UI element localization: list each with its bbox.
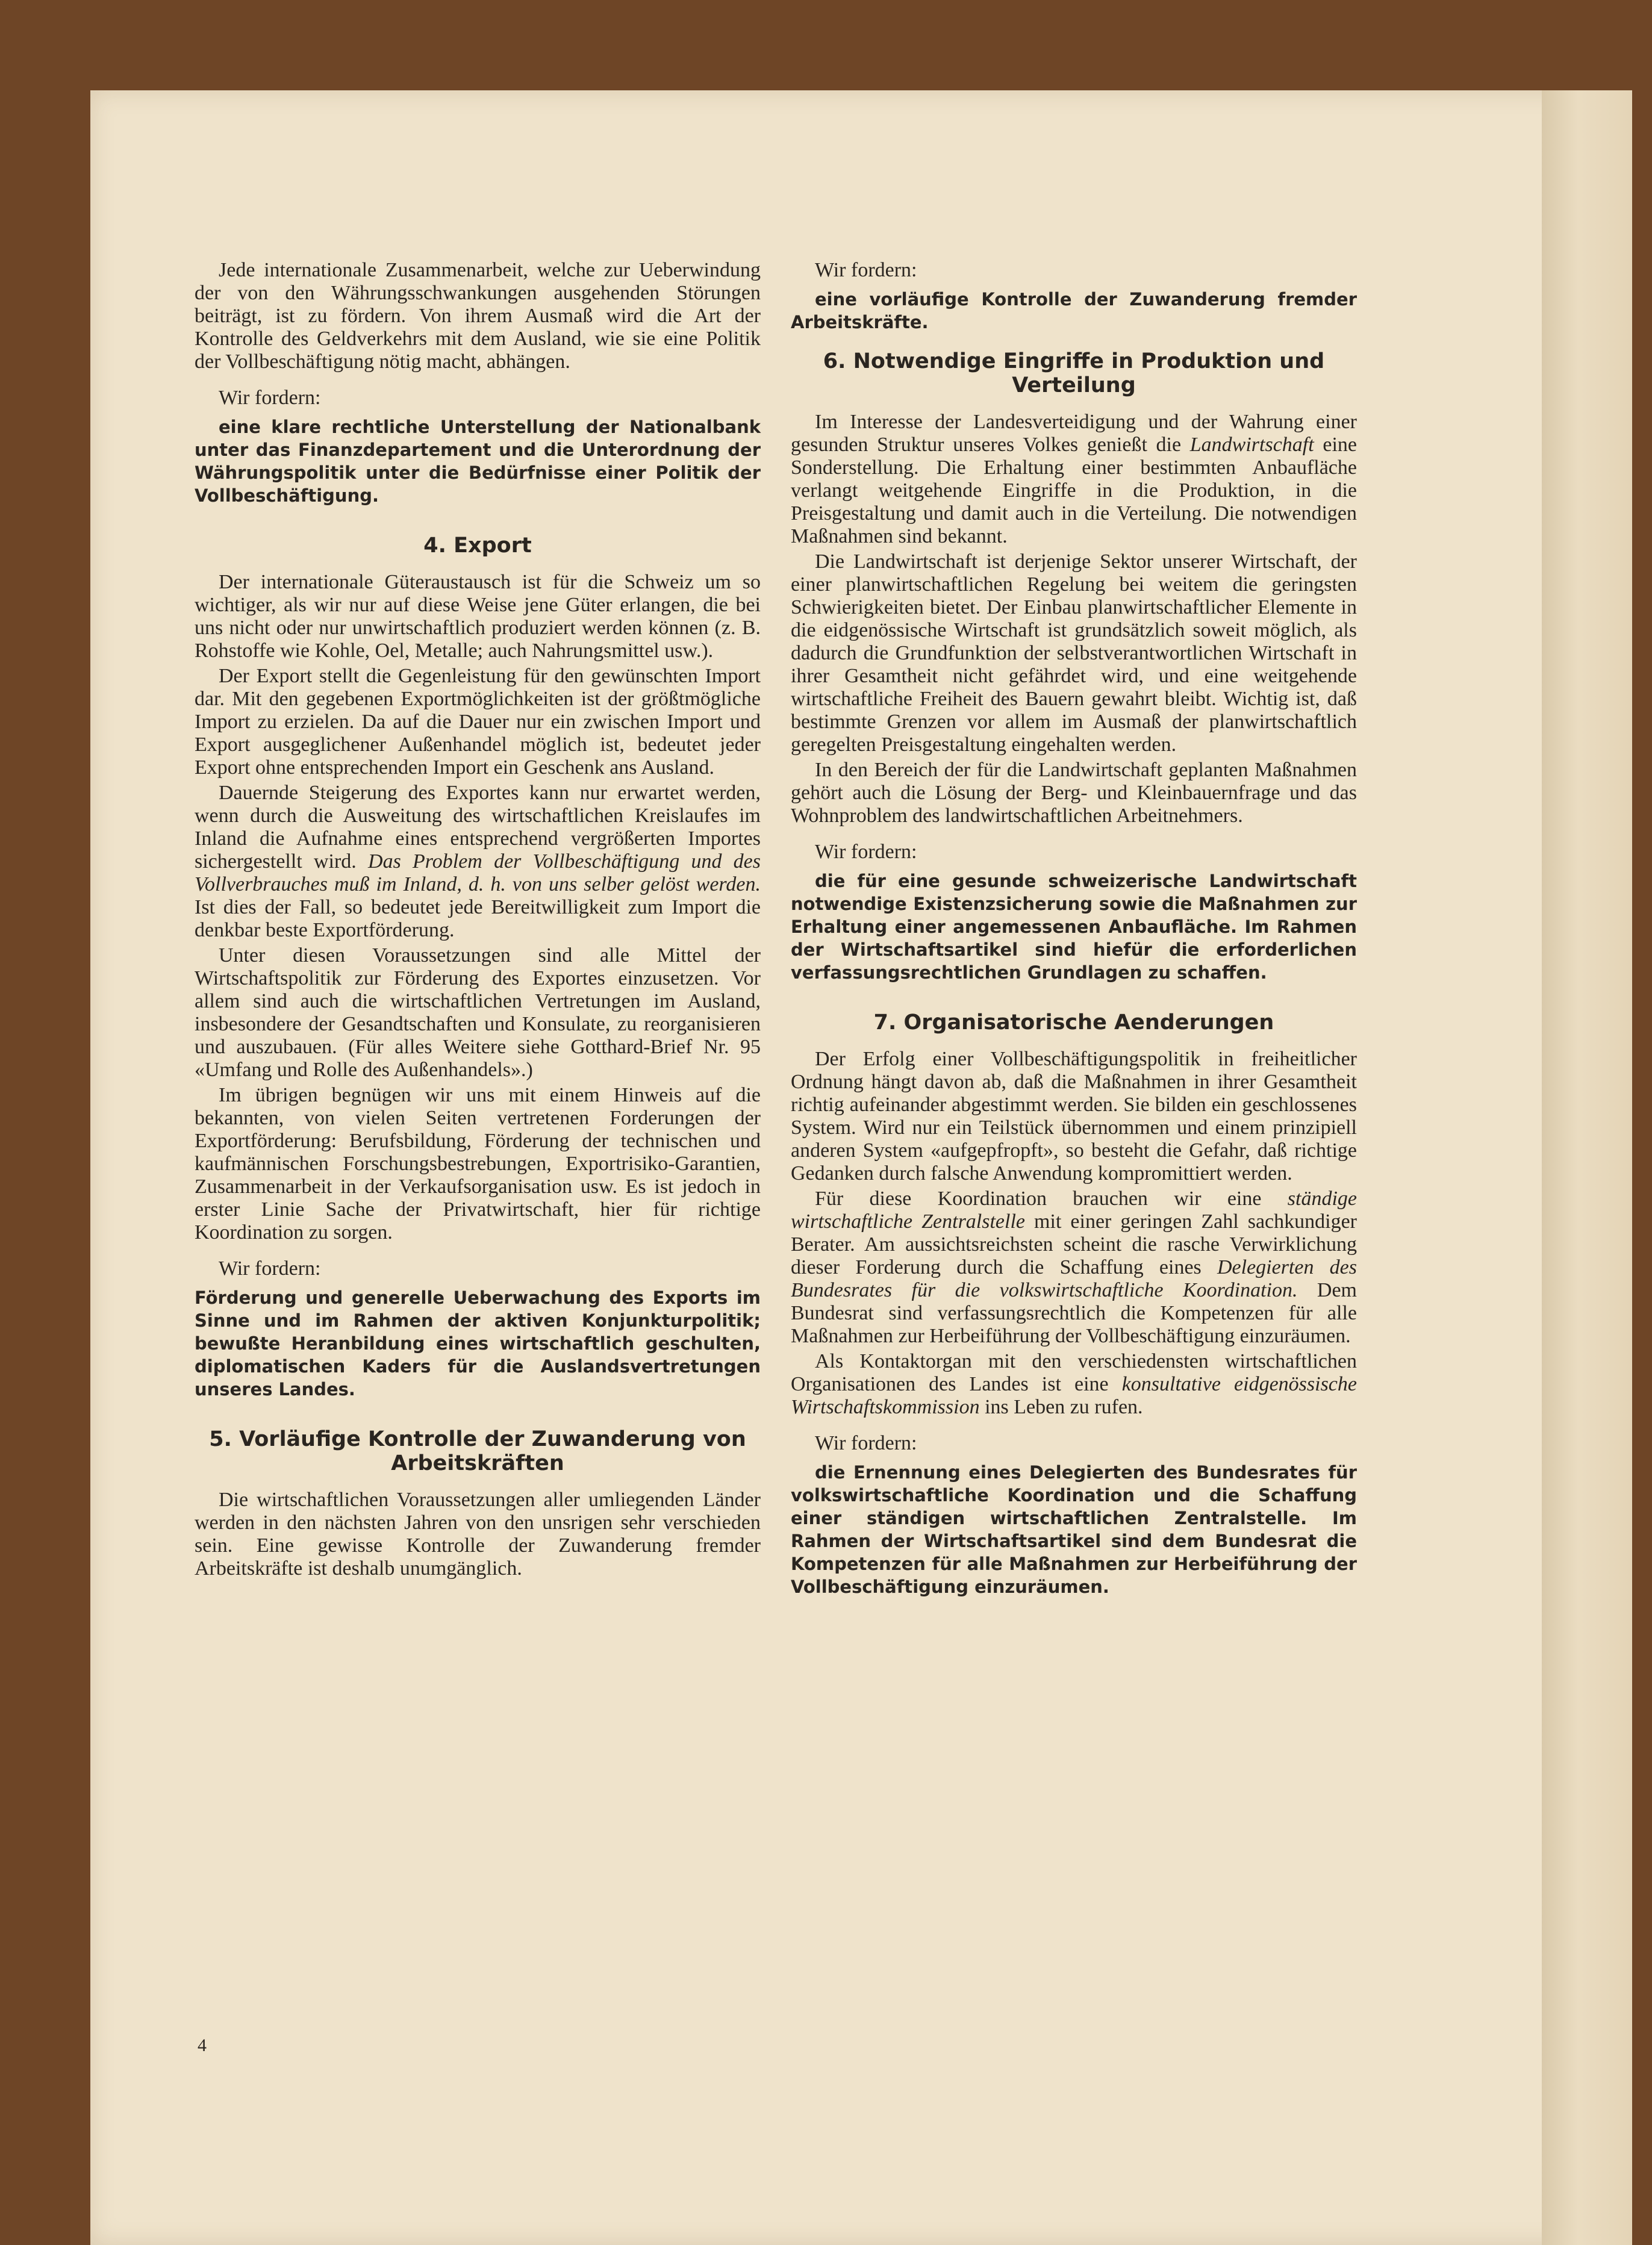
text-run: Dem Bundesrat sind verfassungsrechtlich die Kompetenzen für alle Maßnahmen zur Herbeiführung der Vollbeschäftigung einzuräumen. — [791, 1279, 1357, 1347]
demand-intro: Wir fordern: — [815, 841, 917, 863]
text-run: Dauernde Steigerung des Exportes kann nur erwartet werden, wenn durch die Ausweitung des wirtschaftlichen Kreislaufes im Inland die Aufnahme eines entsprechend vergrößerten Importes sichergestellt wird. — [195, 782, 761, 873]
demand-intro: Wir fordern: — [815, 259, 917, 281]
demand-text: Förderung und generelle Ueberwachung des Exports im Sinne und im Rahmen der aktiven Konjunkturpolitik; bewußte Heranbildung eines wirtschaftlich geschulten, diplomatischen Kaders für die Auslandsvertretungen unseres Landes. — [195, 1288, 761, 1400]
demand-text: die für eine gesunde schweizerische Landwirtschaft notwendige Existenzsicherung sowie die Maßnahmen zur Erhaltung einer angemessenen Anbaufläche. Im Rahmen der Wirtschaftsartikel sind hiefür die erforderlichen verfassungsrechtlichen Grundlagen zu schaffen. — [791, 871, 1357, 983]
text-run: Für diese Koordination brauchen wir eine — [815, 1188, 1288, 1210]
right-column — [791, 259, 1357, 1598]
paragraph: Der internationale Güteraustausch ist für die Schweiz um so wichtiger, als wir nur auf diese Weise jene Güter erlangen, die bei uns nicht oder nur unwirtschaftlich produziert werden können (z. B. Rohstoffe wie Kohle, Oel, Metalle; auch Nahrungsmittel usw.). — [195, 571, 761, 662]
demand-intro: Wir fordern: — [219, 1257, 321, 1280]
paragraph: Im übrigen begnügen wir uns mit einem Hinweis auf die bekannten, von vielen Seiten vertretenen Forderungen der Exportförderung: Berufsbildung, Förderung der technischen und kaufmännischen Forschungsbestrebungen, Exportrisiko-Garantien, Zusammenarbeit in der Verkaufsorganisation usw. Es ist jedoch in erster Linie Sache der Privatwirtschaft, hier für richtige Koordination zu sorgen. — [195, 1084, 761, 1244]
paragraph: Die wirtschaftlichen Voraussetzungen aller umliegenden Länder werden in den nächsten Jahren von den unsrigen sehr verschieden sein. Eine gewisse Kontrolle der Zuwanderung fremder Arbeitskräfte ist deshalb unumgänglich. — [195, 1489, 761, 1580]
demand-text: eine vorläufige Kontrolle der Zuwanderung fremder Arbeitskräfte. — [791, 289, 1357, 332]
paragraph: Der Erfolg einer Vollbeschäftigungspolitik in freiheitlicher Ordnung hängt davon ab, daß die Maßnahmen in ihrer Gesamtheit richtig aufeinander abgestimmt werden. Sie bilden ein geschlossenes System. Wird nur ein Teilstück übernommen und einem prinzipiell anderen System «aufgepfropft», so besteht die Gefahr, daß richtige Gedanken durch falsche Anwendung kompromittiert werden. — [791, 1048, 1357, 1185]
italic-text-run: Delegierten des Bundesrates für die volkswirtschaftliche Koordination. — [791, 1256, 1357, 1301]
demand-text: eine klare rechtliche Unterstellung der Nationalbank unter das Finanzdepartement und die Unterordnung der Währungspolitik unter die Bedürfnisse einer Politik der Vollbeschäftigung. — [195, 417, 761, 506]
left-column — [195, 259, 761, 1580]
paragraph: Die Landwirtschaft ist derjenige Sektor unserer Wirtschaft, der einer planwirtschaftlichen Regelung bei weitem die geringsten Schwierigkeiten bietet. Der Einbau planwirtschaftlicher Elemente in die eidgenössische Wirtschaft ist grundsätzlich soweit möglich, als dadurch die Grundfunktion der selbstverantwortlichen Wirtschaft in ihrer Gesamtheit nicht gefährdet wird, und eine weitgehende wirtschaftliche Freiheit des Bauern gewahrt bleibt. Wichtig ist, daß bestimmte Grenzen vor allem im Ausmaß der planwirtschaftlich geregelten Preisgestaltung eingehalten werden. — [791, 550, 1357, 756]
paragraph: Unter diesen Voraussetzungen sind alle Mittel der Wirtschaftspolitik zur Förderung des Exportes einzusetzen. Vor allem sind auch die wirtschaftlichen Vertretungen im Ausland, insbesondere der Gesandtschaften und Konsulate, zu reorganisieren und auszubauen. (Für alles Weitere siehe Gotthard-Brief Nr. 95 «Umfang und Rolle des Außenhandels».) — [195, 944, 761, 1081]
italic-text-run: konsultative eidgenössische Wirtschaftskommission — [791, 1373, 1357, 1418]
italic-text-run: Landwirtschaft — [1189, 434, 1314, 456]
section-heading-export: 4. Export — [423, 534, 532, 558]
demand-intro: Wir fordern: — [219, 387, 321, 409]
text-run: Als Kontaktorgan mit den verschiedensten wirtschaftlichen Organisationen des Landes ist eine — [791, 1350, 1357, 1395]
text-run: eine Sonderstellung. Die Erhaltung einer bestimmten Anbaufläche verlangt weitgehende Eingriffe in die Produktion, in die Preisgestaltung und damit auch in die Verteilung. Die notwendigen Maßnahmen sind bekannt. — [791, 434, 1357, 547]
text-run: Im Interesse der Landesverteidigung und der Wahrung einer gesunden Struktur unseres Volkes genießt die — [791, 411, 1357, 456]
paragraph — [791, 1350, 1357, 1419]
next-page-edge — [1542, 90, 1632, 2245]
paragraph — [195, 782, 761, 942]
paragraph: Der Export stellt die Gegenleistung für den gewünschten Import dar. Mit den gegebenen Exportmöglichkeiten ist der größtmögliche Import zu erzielen. Da auf die Dauer nur ein zwischen Import und Export ausgeglichener Außenhandel möglich ist, bedeutet jeder Export ohne entsprechenden Import ein Geschenk ans Ausland. — [195, 665, 761, 779]
section-heading-zuwanderung: 5. Vorläufige Kontrolle der Zuwanderung von Arbeitskräften — [209, 1427, 746, 1475]
paragraph — [791, 411, 1357, 548]
section-heading-eingriffe: 6. Notwendige Eingriffe in Produktion und Verteilung — [823, 349, 1325, 397]
demand-text: die Ernennung eines Delegierten des Bundesrates für volkswirtschaftliche Koordination und die Schaffung einer ständigen wirtschaftlichen Zentralstelle. Im Rahmen der Wirtschaftsartikel sind dem Bundesrat die Kompetenzen für alle Maßnahmen zur Herbeiführung der Vollbeschäftigung einzuräumen. — [791, 1462, 1357, 1597]
paragraph — [791, 1188, 1357, 1348]
italic-text-run: Das Problem der Vollbeschäftigung und des Vollverbrauches muß im Inland, d. h. von uns selber gelöst werden. — [195, 850, 761, 895]
text-run: Ist dies der Fall, so bedeutet jede Bereitwilligkeit zum Import die denkbar beste Exportförderung. — [195, 896, 761, 941]
paragraph: Jede internationale Zusammenarbeit, welche zur Ueberwindung der von den Währungsschwankungen ausgehenden Störungen beiträgt, ist zu fördern. Von ihrem Ausmaß wird die Art der Kontrolle des Geldverkehrs mit dem Ausland, wie sie eine Politik der Vollbeschäftigung nötig macht, abhängen. — [195, 259, 761, 373]
section-heading-organisation: 7. Organisatorische Aenderungen — [873, 1010, 1274, 1035]
document-page — [90, 90, 1632, 2245]
paragraph: In den Bereich der für die Landwirtschaft geplanten Maßnahmen gehört auch die Lösung der Berg- und Kleinbauernfrage und das Wohnproblem des landwirtschaftlichen Arbeitnehmers. — [791, 759, 1357, 827]
demand-intro: Wir fordern: — [815, 1432, 917, 1454]
page-number: 4 — [198, 2035, 207, 2055]
text-run: ins Leben zu rufen. — [979, 1396, 1143, 1418]
italic-text-run: ständige wirtschaftliche Zentralstelle — [791, 1188, 1357, 1233]
text-run: mit einer geringen Zahl sachkundiger Berater. Am aussichtsreichsten scheint die rasche Verwirklichung dieser Forderung durch die Schaffung eines — [791, 1210, 1357, 1278]
